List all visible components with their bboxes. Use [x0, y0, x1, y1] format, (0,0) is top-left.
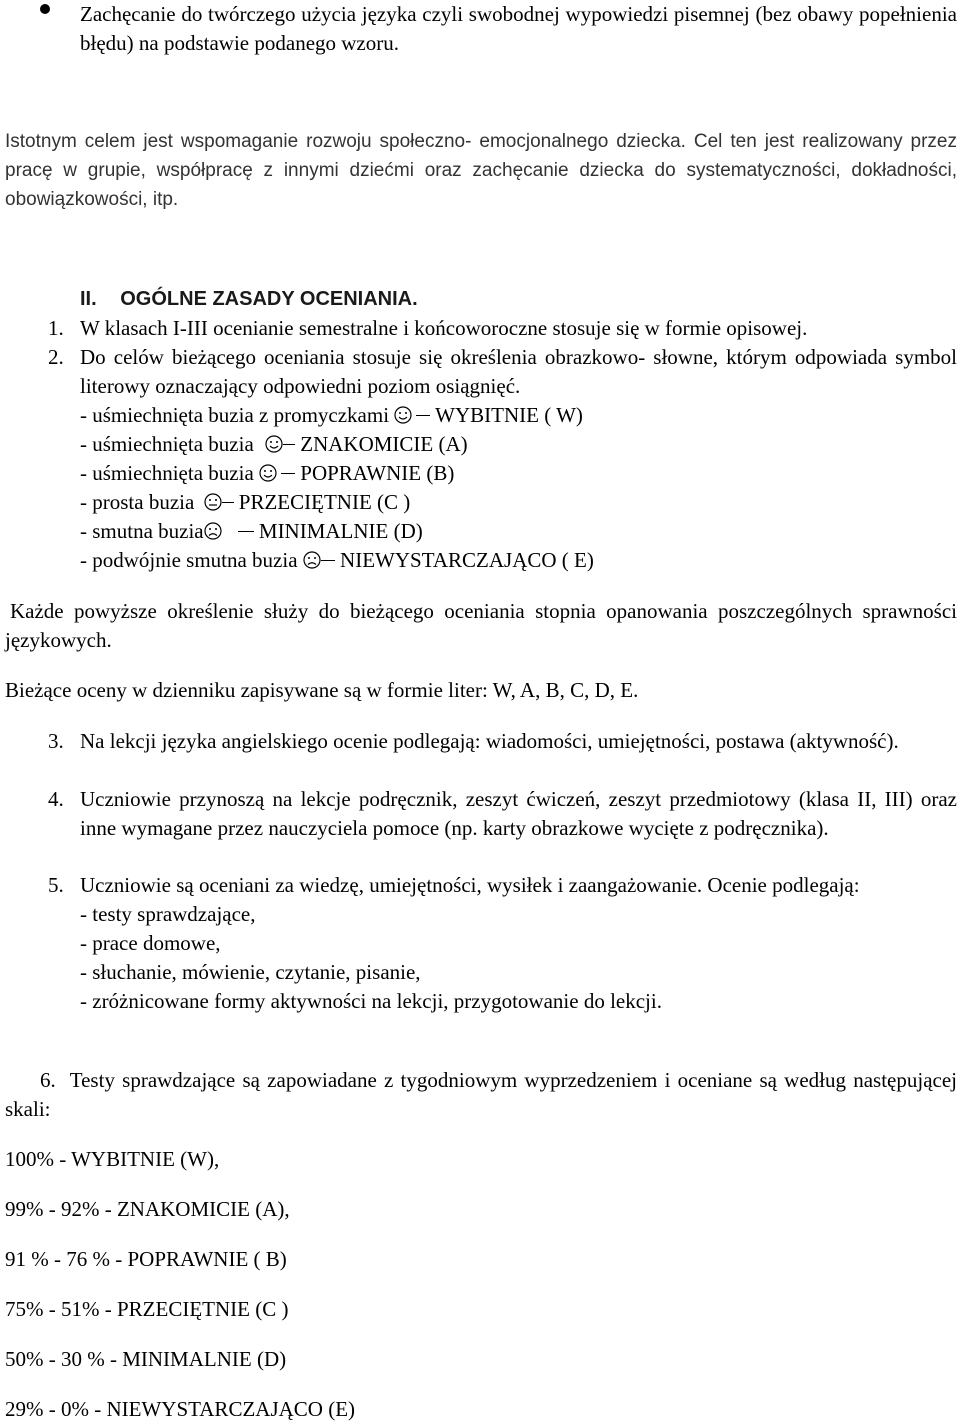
symbol-description: - podwójnie smutna buzia	[80, 548, 303, 572]
smile-icon	[259, 464, 277, 482]
symbol-line	[80, 459, 940, 488]
section-number: II.	[80, 288, 97, 310]
item-text: W klasach I-III ocenianie semestralne i końcoworoczne stosuje się w formie opisowej.	[80, 316, 808, 340]
item-text: Uczniowie przynoszą na lekcje podręcznik, zeszyt ćwiczeń, zeszyt przedmiotowy (klasa II, III) oraz inne wymagane przez nauczyciela pomoce (np. karty obrazkowe wycięte z podręcznika).	[80, 787, 957, 840]
symbol-description: - uśmiechnięta buzia z promyczkami	[80, 403, 395, 427]
list-item: - zróżnicowane formy aktywności na lekcji, przygotowanie do lekcji.	[80, 989, 662, 1013]
symbol-line	[80, 517, 940, 546]
list-item-5	[48, 871, 957, 1016]
section-heading	[80, 285, 418, 314]
dash-line	[321, 560, 335, 561]
scale-line: 75% - 51% - PRZECIĘTNIE (C )	[5, 1297, 289, 1321]
dash-line	[222, 502, 234, 503]
section-title: OGÓLNE ZASADY OCENIANIA.	[120, 288, 418, 310]
smile-icon	[394, 406, 412, 424]
item-text: Na lekcji języka angielskiego ocenie podlegają: wiadomości, umiejętności, postawa (aktywność).	[80, 729, 899, 753]
symbol-line	[80, 546, 940, 575]
list-item: - testy sprawdzające,	[80, 902, 256, 926]
list-item-4	[48, 785, 957, 843]
item-number: 6.	[40, 1068, 56, 1092]
item-text: Testy sprawdzające są zapowiadane z tygodniowym wyprzedzeniem i oceniane są według następującej skali:	[5, 1068, 957, 1121]
symbol-grade: ZNAKOMICIE (A)	[295, 432, 468, 456]
item-number: 1.	[48, 316, 64, 340]
each-paragraph: Każde powyższe określenie służy do bieżącego oceniania stopnia opanowania poszczególnych sprawności językowych.	[5, 599, 957, 652]
list-item-2	[48, 343, 957, 401]
symbol-line	[80, 401, 940, 430]
symbol-grade: PRZECIĘTNIE (C )	[233, 490, 411, 514]
item-text: Uczniowie są oceniani za wiedzę, umiejętności, wysiłek i zaangażowanie. Ocenie podlegają:	[80, 873, 860, 897]
symbol-grade: WYBITNIE ( W)	[430, 403, 583, 427]
symbol-list	[80, 401, 940, 575]
list-item-3	[48, 727, 957, 756]
grades-paragraph: Bieżące oceny w dzienniku zapisywane są w formie liter: W, A, B, C, D, E.	[5, 678, 639, 702]
assessment-list	[80, 900, 957, 1016]
list-item-6	[5, 1066, 957, 1124]
symbol-line	[80, 488, 940, 517]
dash-line	[238, 531, 254, 532]
dash-line	[416, 415, 430, 416]
item-number: 2.	[48, 345, 64, 369]
symbol-line	[80, 430, 940, 459]
symbol-description: - prosta buzia	[80, 490, 200, 514]
dash-line	[283, 444, 295, 445]
list-item-1	[48, 314, 957, 343]
symbol-description: - uśmiechnięta buzia	[80, 432, 260, 456]
smile-icon	[265, 435, 283, 453]
scale-line: 50% - 30 % - MINIMALNIE (D)	[5, 1347, 287, 1371]
symbol-description: - uśmiechnięta buzia	[80, 461, 260, 485]
sad-face-icon	[303, 551, 321, 569]
sad-face-icon	[204, 522, 222, 540]
intro-bullet-text: Zachęcanie do twórczego użycia języka czyli swobodnej wypowiedzi pisemnej (bez obawy popełnienia błędu) na podstawie podanego wzoru.	[80, 2, 957, 55]
symbol-grade: POPRAWNIE (B)	[295, 461, 455, 485]
item-number: 4.	[48, 787, 64, 811]
item-number: 3.	[48, 729, 64, 753]
neutral-face-icon	[204, 493, 222, 511]
scale-line: 29% - 0% - NIEWYSTARCZAJĄCO (E)	[5, 1397, 356, 1421]
scale-line: 100% - WYBITNIE (W),	[5, 1147, 220, 1171]
item-number: 5.	[48, 873, 64, 897]
intro-bullet-item	[0, 0, 957, 58]
list-item: - prace domowe,	[80, 931, 221, 955]
goal-paragraph: Istotnym celem jest wspomaganie rozwoju społeczno- emocjonalnego dziecka. Cel ten jest realizowany przez pracę w grupie, współpracę z innymi dziećmi oraz zachęcanie dziecka do systematyczności, dokładności, obowiązkowości, itp.	[5, 131, 957, 210]
list-item: - słuchanie, mówienie, czytanie, pisanie,	[80, 960, 421, 984]
symbol-grade: NIEWYSTARCZAJĄCO ( E)	[334, 548, 594, 572]
symbol-description: - smutna buzia	[80, 519, 204, 543]
item-text: Do celów bieżącego oceniania stosuje się określenia obrazkowo- słowne, którym odpowiada symbol literowy oznaczający odpowiedni poziom osiągnięć.	[80, 345, 957, 398]
bullet-icon	[40, 4, 50, 14]
scale-line: 91 % - 76 % - POPRAWNIE ( B)	[5, 1247, 287, 1271]
symbol-grade: MINIMALNIE (D)	[253, 519, 423, 543]
scale-line: 99% - 92% - ZNAKOMICIE (A),	[5, 1197, 290, 1221]
dash-line	[281, 473, 295, 474]
